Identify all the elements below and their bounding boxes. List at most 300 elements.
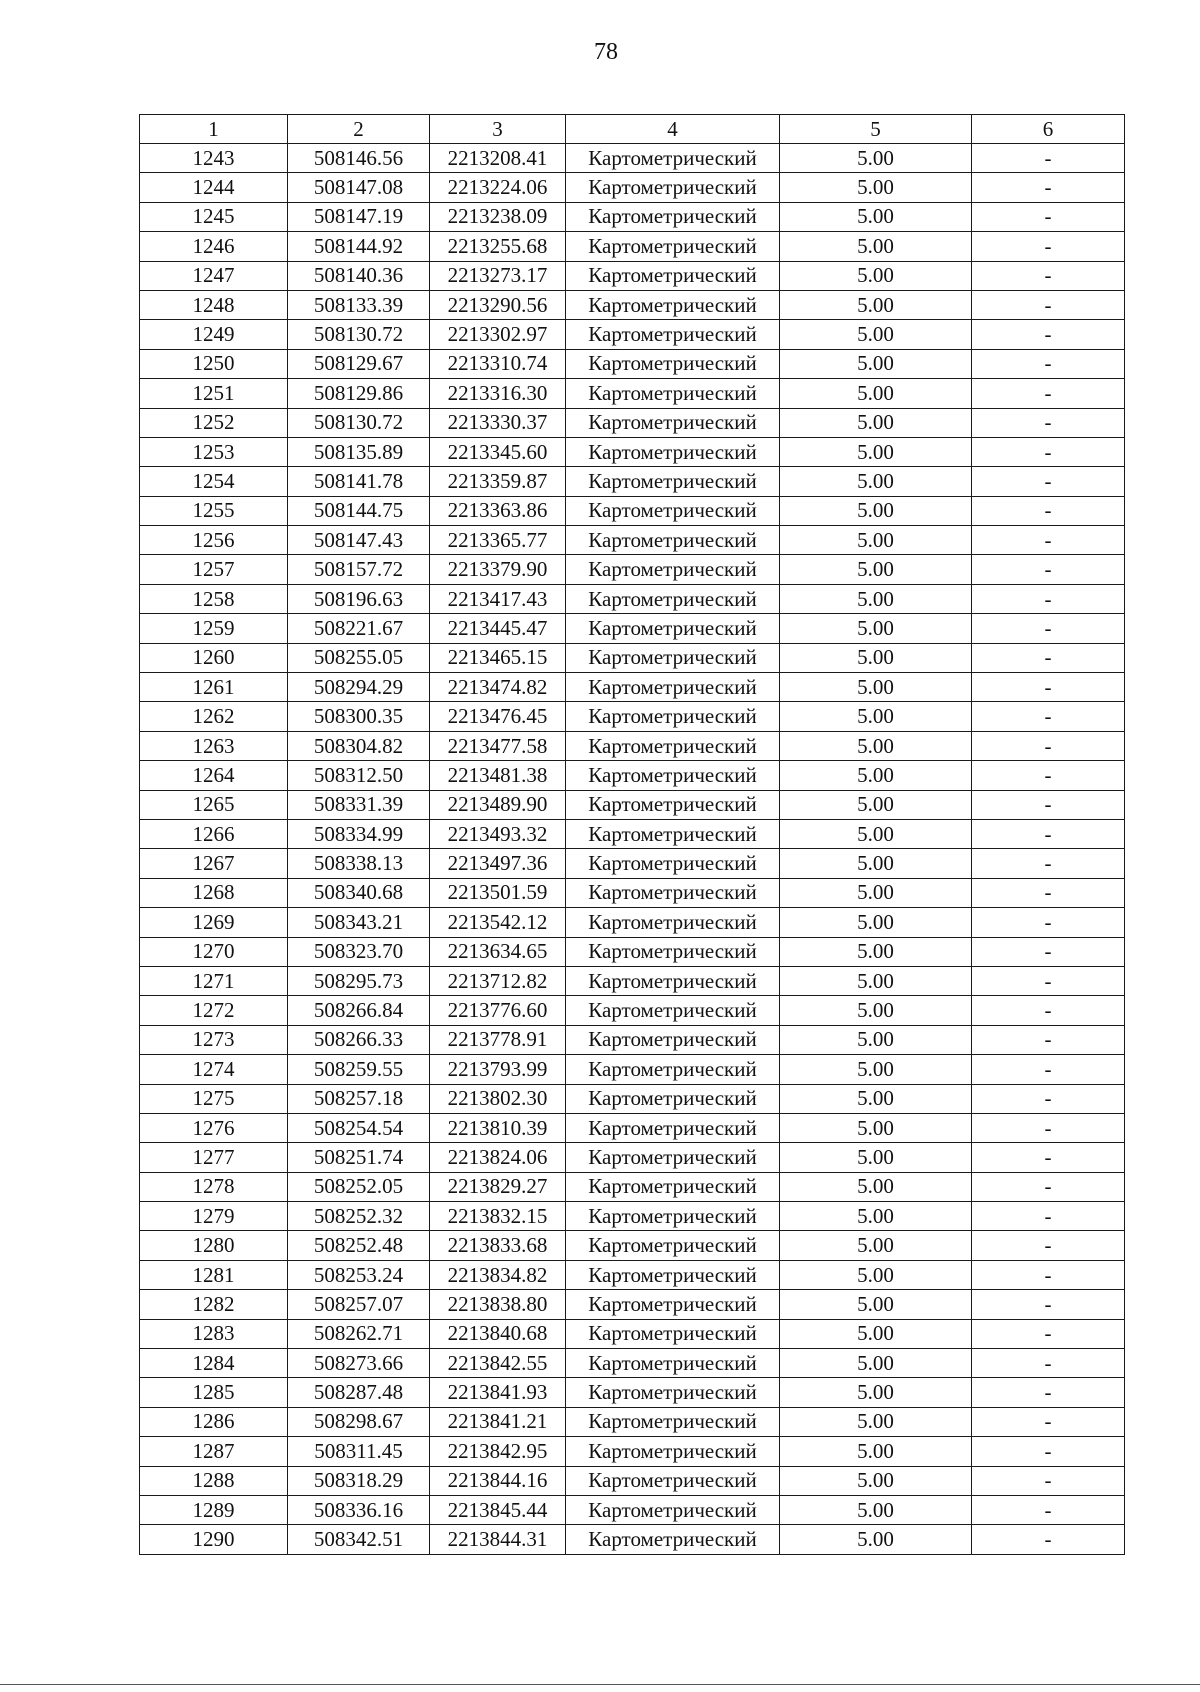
description-cell: - [972, 584, 1125, 613]
method-cell: Картометрический [566, 1025, 780, 1054]
point-number-cell: 1277 [140, 1143, 288, 1172]
y-coordinate-cell: 2213810.39 [430, 1113, 566, 1142]
method-cell: Картометрический [566, 1231, 780, 1260]
y-coordinate-cell: 2213712.82 [430, 966, 566, 995]
accuracy-cell: 5.00 [780, 1349, 972, 1378]
x-coordinate-cell: 508304.82 [288, 731, 430, 760]
description-cell: - [972, 731, 1125, 760]
accuracy-cell: 5.00 [780, 144, 972, 173]
table-row [140, 232, 1125, 261]
accuracy-cell: 5.00 [780, 202, 972, 231]
description-cell: - [972, 290, 1125, 319]
table-row [140, 819, 1125, 848]
accuracy-cell: 5.00 [780, 1172, 972, 1201]
point-number-cell: 1278 [140, 1172, 288, 1201]
table-row [140, 173, 1125, 202]
accuracy-cell: 5.00 [780, 584, 972, 613]
table-row [140, 408, 1125, 437]
x-coordinate-cell: 508252.48 [288, 1231, 430, 1260]
y-coordinate-cell: 2213841.21 [430, 1407, 566, 1436]
description-cell: - [972, 878, 1125, 907]
x-coordinate-cell: 508253.24 [288, 1260, 430, 1289]
table-row [140, 878, 1125, 907]
table-row [140, 761, 1125, 790]
y-coordinate-cell: 2213445.47 [430, 614, 566, 643]
method-cell: Картометрический [566, 202, 780, 231]
column-header: 4 [566, 115, 780, 144]
method-cell: Картометрический [566, 731, 780, 760]
accuracy-cell: 5.00 [780, 761, 972, 790]
description-cell: - [972, 996, 1125, 1025]
description-cell: - [972, 614, 1125, 643]
table-row [140, 966, 1125, 995]
description-cell: - [972, 1437, 1125, 1466]
y-coordinate-cell: 2213417.43 [430, 584, 566, 613]
page-number: 78 [594, 39, 618, 65]
description-cell: - [972, 819, 1125, 848]
y-coordinate-cell: 2213465.15 [430, 643, 566, 672]
table-row [140, 1525, 1125, 1554]
point-number-cell: 1266 [140, 819, 288, 848]
method-cell: Картометрический [566, 1084, 780, 1113]
y-coordinate-cell: 2213832.15 [430, 1202, 566, 1231]
x-coordinate-cell: 508340.68 [288, 878, 430, 907]
point-number-cell: 1284 [140, 1349, 288, 1378]
description-cell: - [972, 555, 1125, 584]
table-row [140, 261, 1125, 290]
description-cell: - [972, 1290, 1125, 1319]
description-cell: - [972, 437, 1125, 466]
method-cell: Картометрический [566, 1437, 780, 1466]
method-cell: Картометрический [566, 144, 780, 173]
accuracy-cell: 5.00 [780, 232, 972, 261]
method-cell: Картометрический [566, 1319, 780, 1348]
point-number-cell: 1254 [140, 467, 288, 496]
coordinates-table [139, 114, 1125, 1555]
x-coordinate-cell: 508338.13 [288, 849, 430, 878]
table-row [140, 937, 1125, 966]
method-cell: Картометрический [566, 702, 780, 731]
x-coordinate-cell: 508252.05 [288, 1172, 430, 1201]
table-row [140, 1466, 1125, 1495]
description-cell: - [972, 1466, 1125, 1495]
point-number-cell: 1271 [140, 966, 288, 995]
y-coordinate-cell: 2213208.41 [430, 144, 566, 173]
y-coordinate-cell: 2213829.27 [430, 1172, 566, 1201]
method-cell: Картометрический [566, 232, 780, 261]
point-number-cell: 1263 [140, 731, 288, 760]
y-coordinate-cell: 2213363.86 [430, 496, 566, 525]
y-coordinate-cell: 2213255.68 [430, 232, 566, 261]
accuracy-cell: 5.00 [780, 261, 972, 290]
description-cell: - [972, 1202, 1125, 1231]
table-row [140, 1055, 1125, 1084]
x-coordinate-cell: 508294.29 [288, 673, 430, 702]
accuracy-cell: 5.00 [780, 1466, 972, 1495]
point-number-cell: 1276 [140, 1113, 288, 1142]
accuracy-cell: 5.00 [780, 496, 972, 525]
x-coordinate-cell: 508336.16 [288, 1495, 430, 1524]
point-number-cell: 1270 [140, 937, 288, 966]
x-coordinate-cell: 508252.32 [288, 1202, 430, 1231]
description-cell: - [972, 702, 1125, 731]
y-coordinate-cell: 2213481.38 [430, 761, 566, 790]
column-header: 3 [430, 115, 566, 144]
method-cell: Картометрический [566, 1378, 780, 1407]
method-cell: Картометрический [566, 937, 780, 966]
description-cell: - [972, 1055, 1125, 1084]
method-cell: Картометрический [566, 408, 780, 437]
table-row [140, 379, 1125, 408]
method-cell: Картометрический [566, 1495, 780, 1524]
y-coordinate-cell: 2213224.06 [430, 173, 566, 202]
point-number-cell: 1282 [140, 1290, 288, 1319]
table-row [140, 1437, 1125, 1466]
x-coordinate-cell: 508147.19 [288, 202, 430, 231]
x-coordinate-cell: 508254.54 [288, 1113, 430, 1142]
description-cell: - [972, 1172, 1125, 1201]
x-coordinate-cell: 508323.70 [288, 937, 430, 966]
x-coordinate-cell: 508130.72 [288, 320, 430, 349]
table-row [140, 467, 1125, 496]
description-cell: - [972, 144, 1125, 173]
y-coordinate-cell: 2213842.95 [430, 1437, 566, 1466]
point-number-cell: 1279 [140, 1202, 288, 1231]
table-row [140, 202, 1125, 231]
y-coordinate-cell: 2213634.65 [430, 937, 566, 966]
description-cell: - [972, 966, 1125, 995]
point-number-cell: 1243 [140, 144, 288, 173]
point-number-cell: 1281 [140, 1260, 288, 1289]
method-cell: Картометрический [566, 526, 780, 555]
table-row [140, 614, 1125, 643]
point-number-cell: 1248 [140, 290, 288, 319]
description-cell: - [972, 937, 1125, 966]
method-cell: Картометрический [566, 467, 780, 496]
method-cell: Картометрический [566, 1525, 780, 1554]
method-cell: Картометрический [566, 1260, 780, 1289]
y-coordinate-cell: 2213834.82 [430, 1260, 566, 1289]
point-number-cell: 1256 [140, 526, 288, 555]
description-cell: - [972, 202, 1125, 231]
x-coordinate-cell: 508130.72 [288, 408, 430, 437]
table-row [140, 643, 1125, 672]
method-cell: Картометрический [566, 790, 780, 819]
y-coordinate-cell: 2213316.30 [430, 379, 566, 408]
point-number-cell: 1252 [140, 408, 288, 437]
accuracy-cell: 5.00 [780, 379, 972, 408]
point-number-cell: 1265 [140, 790, 288, 819]
x-coordinate-cell: 508144.75 [288, 496, 430, 525]
y-coordinate-cell: 2213330.37 [430, 408, 566, 437]
description-cell: - [972, 908, 1125, 937]
method-cell: Картометрический [566, 1349, 780, 1378]
table-row [140, 1143, 1125, 1172]
accuracy-cell: 5.00 [780, 555, 972, 584]
y-coordinate-cell: 2213824.06 [430, 1143, 566, 1172]
description-cell: - [972, 408, 1125, 437]
accuracy-cell: 5.00 [780, 1231, 972, 1260]
description-cell: - [972, 673, 1125, 702]
method-cell: Картометрический [566, 1055, 780, 1084]
y-coordinate-cell: 2213802.30 [430, 1084, 566, 1113]
y-coordinate-cell: 2213840.68 [430, 1319, 566, 1348]
x-coordinate-cell: 508133.39 [288, 290, 430, 319]
accuracy-cell: 5.00 [780, 966, 972, 995]
point-number-cell: 1258 [140, 584, 288, 613]
accuracy-cell: 5.00 [780, 673, 972, 702]
method-cell: Картометрический [566, 849, 780, 878]
table-row [140, 908, 1125, 937]
point-number-cell: 1245 [140, 202, 288, 231]
accuracy-cell: 5.00 [780, 1260, 972, 1289]
column-header: 2 [288, 115, 430, 144]
method-cell: Картометрический [566, 878, 780, 907]
table-row [140, 496, 1125, 525]
table-row [140, 584, 1125, 613]
x-coordinate-cell: 508331.39 [288, 790, 430, 819]
table-row [140, 526, 1125, 555]
description-cell: - [972, 173, 1125, 202]
point-number-cell: 1253 [140, 437, 288, 466]
point-number-cell: 1257 [140, 555, 288, 584]
accuracy-cell: 5.00 [780, 819, 972, 848]
y-coordinate-cell: 2213489.90 [430, 790, 566, 819]
x-coordinate-cell: 508259.55 [288, 1055, 430, 1084]
table-row [140, 1407, 1125, 1436]
x-coordinate-cell: 508255.05 [288, 643, 430, 672]
x-coordinate-cell: 508287.48 [288, 1378, 430, 1407]
x-coordinate-cell: 508140.36 [288, 261, 430, 290]
point-number-cell: 1246 [140, 232, 288, 261]
y-coordinate-cell: 2213474.82 [430, 673, 566, 702]
description-cell: - [972, 1378, 1125, 1407]
accuracy-cell: 5.00 [780, 1202, 972, 1231]
accuracy-cell: 5.00 [780, 349, 972, 378]
x-coordinate-cell: 508146.56 [288, 144, 430, 173]
table-row [140, 1202, 1125, 1231]
description-cell: - [972, 1525, 1125, 1554]
accuracy-cell: 5.00 [780, 290, 972, 319]
method-cell: Картометрический [566, 555, 780, 584]
y-coordinate-cell: 2213477.58 [430, 731, 566, 760]
y-coordinate-cell: 2213310.74 [430, 349, 566, 378]
table-row [140, 1172, 1125, 1201]
accuracy-cell: 5.00 [780, 849, 972, 878]
method-cell: Картометрический [566, 349, 780, 378]
method-cell: Картометрический [566, 379, 780, 408]
y-coordinate-cell: 2213379.90 [430, 555, 566, 584]
x-coordinate-cell: 508311.45 [288, 1437, 430, 1466]
table-row [140, 1319, 1125, 1348]
y-coordinate-cell: 2213273.17 [430, 261, 566, 290]
x-coordinate-cell: 508273.66 [288, 1349, 430, 1378]
y-coordinate-cell: 2213359.87 [430, 467, 566, 496]
x-coordinate-cell: 508312.50 [288, 761, 430, 790]
x-coordinate-cell: 508266.33 [288, 1025, 430, 1054]
point-number-cell: 1269 [140, 908, 288, 937]
table-row [140, 1113, 1125, 1142]
point-number-cell: 1273 [140, 1025, 288, 1054]
x-coordinate-cell: 508295.73 [288, 966, 430, 995]
table-row [140, 1231, 1125, 1260]
method-cell: Картометрический [566, 1407, 780, 1436]
accuracy-cell: 5.00 [780, 526, 972, 555]
description-cell: - [972, 1495, 1125, 1524]
accuracy-cell: 5.00 [780, 790, 972, 819]
x-coordinate-cell: 508262.71 [288, 1319, 430, 1348]
y-coordinate-cell: 2213497.36 [430, 849, 566, 878]
x-coordinate-cell: 508343.21 [288, 908, 430, 937]
point-number-cell: 1267 [140, 849, 288, 878]
accuracy-cell: 5.00 [780, 1407, 972, 1436]
description-cell: - [972, 761, 1125, 790]
x-coordinate-cell: 508129.86 [288, 379, 430, 408]
y-coordinate-cell: 2213841.93 [430, 1378, 566, 1407]
accuracy-cell: 5.00 [780, 1113, 972, 1142]
accuracy-cell: 5.00 [780, 1319, 972, 1348]
x-coordinate-cell: 508157.72 [288, 555, 430, 584]
method-cell: Картометрический [566, 908, 780, 937]
coordinates-table-body [140, 115, 1125, 1555]
description-cell: - [972, 1143, 1125, 1172]
accuracy-cell: 5.00 [780, 1437, 972, 1466]
point-number-cell: 1249 [140, 320, 288, 349]
point-number-cell: 1244 [140, 173, 288, 202]
method-cell: Картометрический [566, 1290, 780, 1319]
x-coordinate-cell: 508342.51 [288, 1525, 430, 1554]
accuracy-cell: 5.00 [780, 1495, 972, 1524]
table-row [140, 731, 1125, 760]
description-cell: - [972, 320, 1125, 349]
x-coordinate-cell: 508147.43 [288, 526, 430, 555]
accuracy-cell: 5.00 [780, 320, 972, 349]
x-coordinate-cell: 508144.92 [288, 232, 430, 261]
table-row [140, 1260, 1125, 1289]
method-cell: Картометрический [566, 290, 780, 319]
y-coordinate-cell: 2213844.16 [430, 1466, 566, 1495]
point-number-cell: 1290 [140, 1525, 288, 1554]
point-number-cell: 1261 [140, 673, 288, 702]
column-header: 1 [140, 115, 288, 144]
accuracy-cell: 5.00 [780, 614, 972, 643]
y-coordinate-cell: 2213845.44 [430, 1495, 566, 1524]
table-row [140, 1290, 1125, 1319]
column-header: 6 [972, 115, 1125, 144]
table-row [140, 1084, 1125, 1113]
method-cell: Картометрический [566, 996, 780, 1025]
description-cell: - [972, 467, 1125, 496]
x-coordinate-cell: 508257.18 [288, 1084, 430, 1113]
description-cell: - [972, 379, 1125, 408]
x-coordinate-cell: 508196.63 [288, 584, 430, 613]
description-cell: - [972, 849, 1125, 878]
point-number-cell: 1250 [140, 349, 288, 378]
y-coordinate-cell: 2213776.60 [430, 996, 566, 1025]
table-row [140, 437, 1125, 466]
y-coordinate-cell: 2213778.91 [430, 1025, 566, 1054]
x-coordinate-cell: 508135.89 [288, 437, 430, 466]
description-cell: - [972, 1407, 1125, 1436]
table-row [140, 290, 1125, 319]
point-number-cell: 1288 [140, 1466, 288, 1495]
point-number-cell: 1255 [140, 496, 288, 525]
y-coordinate-cell: 2213501.59 [430, 878, 566, 907]
method-cell: Картометрический [566, 614, 780, 643]
method-cell: Картометрический [566, 1172, 780, 1201]
table-row [140, 1495, 1125, 1524]
x-coordinate-cell: 508334.99 [288, 819, 430, 848]
method-cell: Картометрический [566, 1113, 780, 1142]
point-number-cell: 1289 [140, 1495, 288, 1524]
y-coordinate-cell: 2213476.45 [430, 702, 566, 731]
page-bottom-rule [0, 1684, 1200, 1685]
column-header: 5 [780, 115, 972, 144]
x-coordinate-cell: 508318.29 [288, 1466, 430, 1495]
y-coordinate-cell: 2213345.60 [430, 437, 566, 466]
x-coordinate-cell: 508251.74 [288, 1143, 430, 1172]
accuracy-cell: 5.00 [780, 1143, 972, 1172]
x-coordinate-cell: 508129.67 [288, 349, 430, 378]
description-cell: - [972, 643, 1125, 672]
description-cell: - [972, 526, 1125, 555]
table-row [140, 349, 1125, 378]
description-cell: - [972, 261, 1125, 290]
method-cell: Картометрический [566, 173, 780, 202]
method-cell: Картометрический [566, 1202, 780, 1231]
y-coordinate-cell: 2213833.68 [430, 1231, 566, 1260]
accuracy-cell: 5.00 [780, 908, 972, 937]
point-number-cell: 1283 [140, 1319, 288, 1348]
accuracy-cell: 5.00 [780, 1290, 972, 1319]
method-cell: Картометрический [566, 819, 780, 848]
accuracy-cell: 5.00 [780, 996, 972, 1025]
x-coordinate-cell: 508147.08 [288, 173, 430, 202]
description-cell: - [972, 1113, 1125, 1142]
table-row [140, 320, 1125, 349]
point-number-cell: 1280 [140, 1231, 288, 1260]
point-number-cell: 1262 [140, 702, 288, 731]
table-row [140, 996, 1125, 1025]
point-number-cell: 1285 [140, 1378, 288, 1407]
description-cell: - [972, 1084, 1125, 1113]
x-coordinate-cell: 508221.67 [288, 614, 430, 643]
y-coordinate-cell: 2213302.97 [430, 320, 566, 349]
table-row [140, 555, 1125, 584]
method-cell: Картометрический [566, 761, 780, 790]
table-row [140, 1349, 1125, 1378]
method-cell: Картометрический [566, 584, 780, 613]
table-row [140, 144, 1125, 173]
table-header-row [140, 115, 1125, 144]
x-coordinate-cell: 508300.35 [288, 702, 430, 731]
y-coordinate-cell: 2213838.80 [430, 1290, 566, 1319]
method-cell: Картометрический [566, 673, 780, 702]
accuracy-cell: 5.00 [780, 702, 972, 731]
description-cell: - [972, 1260, 1125, 1289]
point-number-cell: 1287 [140, 1437, 288, 1466]
point-number-cell: 1272 [140, 996, 288, 1025]
accuracy-cell: 5.00 [780, 173, 972, 202]
y-coordinate-cell: 2213842.55 [430, 1349, 566, 1378]
accuracy-cell: 5.00 [780, 878, 972, 907]
accuracy-cell: 5.00 [780, 1025, 972, 1054]
table-row [140, 790, 1125, 819]
accuracy-cell: 5.00 [780, 1084, 972, 1113]
table-row [140, 702, 1125, 731]
method-cell: Картометрический [566, 1143, 780, 1172]
point-number-cell: 1251 [140, 379, 288, 408]
